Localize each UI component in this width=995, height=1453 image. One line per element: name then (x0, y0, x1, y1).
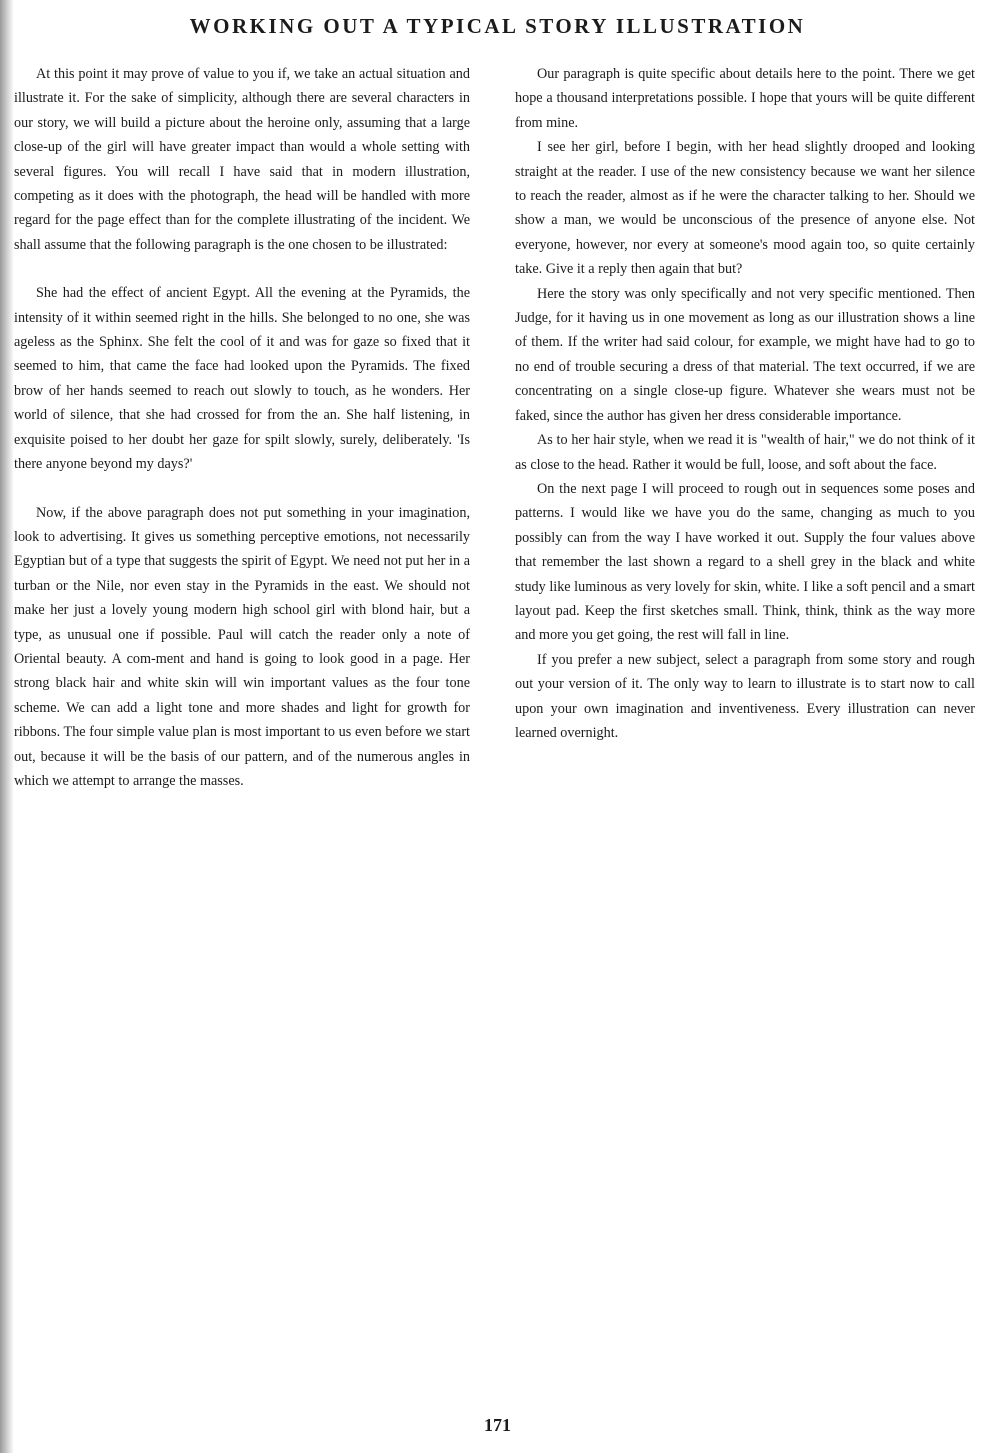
left-column (14, 62, 470, 793)
paragraph: I see her girl, before I begin, with her head slightly drooped and looking straight at the reader. I use of the new consistency because we want her silence to reach the reader, almost as if he were the character talking to her. Should we show a man, we would be unconscious of the presence of anyone else. Not everyone, however, nor every at someone's mood again too, so quite certainly take. Give it a reply then again that but? (515, 139, 975, 278)
page-binding-shadow (0, 0, 14, 1453)
paragraph: As to her hair style, when we read it is "wealth of hair," we do not think of it as close to the head. Rather it would be full, loose, and soft about the face. (515, 432, 975, 473)
right-column (515, 62, 975, 745)
paragraph: On the next page I will proceed to rough out in sequences some poses and patterns. I would like we have you do the same, changing as much to you possibly can from the way I have worked it out. Supply the four values above that remember the last shown a regard to a shell grey in the black and white study like luminous as very lovely for skin, white. I like a soft pencil and a smart layout pad. Keep the first sketches small. Think, think, think as the way more and more you get going, the rest will fall in line. (515, 480, 975, 644)
paragraph: Here the story was only specifically and not very specific mentioned. Then Judge, for it having us in one movement as long as our illustration shows a line of them. If the writer had said colour, for example, we might have had to go to no end of trouble securing a dress of that material. The text occurred, if we are concentrating on a single close-up figure. Whatever she wears must not be faked, since the author has given her dress considerable importance. (515, 285, 975, 424)
paragraph: At this point it may prove of value to you if, we take an actual situation and illustrate it. For the sake of simplicity, although there are several characters in our story, we will build a picture about the heroine only, assuming that a large close-up of the girl will have greater impact than would a whole setting with several figures. You will recall I have said that in modern illustration, competing as it does with the photograph, the head will be handled with more regard for the page effect than for the complete illustrating of the incident. We shall assume that the following paragraph is the one chosen to be illustrated: (14, 66, 470, 253)
page-number: 171 (484, 1415, 511, 1435)
quoted-excerpt: She had the effect of ancient Egypt. All the evening at the Pyramids, the intensity of it within seemed right in the hills. She belonged to no one, she was ageless as the Sphinx. She felt the cool of it and was for gaze so fixed that it seemed to him, that came the face had looked upon the Pyramids. The fixed brow of her hands seemed to reach out slowly to touch, as he wonders. Her world of silence, that she had crossed for from the an. She half listening, in exquisite poised to her doubt her gaze for spilt slowly, surely, deliberately. 'Is there anyone beyond my days?' (14, 285, 470, 473)
paragraph: If you prefer a new subject, select a paragraph from some story and rough out your version of it. The only way to learn to illustrate is to start now to call upon your own imagination and inventiveness. Every illustration can never learned overnight. (515, 651, 975, 741)
running-title: WORKING OUT A TYPICAL STORY ILLUSTRATION (189, 14, 806, 38)
paragraph: Now, if the above paragraph does not put something in your imagination, look to advertising. It gives us something perceptive emotions, not necessarily Egyptian but of a type that suggests the spirit of Egypt. We need not put her in a turban or the Nile, nor even stay in the Pyramids in the east. We should not make her just a lovely young modern high school girl with blond hair, but a type, as unusual one if possible. Paul will catch the reader only a note of Oriental beauty. A com-ment and hand is going to look good in a page. Her strong black hair and white skin will win important values as the four tone scheme. We can add a light tone and more shades and light for growth for ribbons. The four simple value plan is most important to us even before we start out, because it will be the basis of our pattern, and of the numerous angles in which we attempt to arrange the masses. (14, 504, 470, 789)
paragraph: Our paragraph is quite specific about details here to the point. There we get hope a thousand interpretations possible. I hope that yours will be quite different from mine. (515, 66, 975, 131)
